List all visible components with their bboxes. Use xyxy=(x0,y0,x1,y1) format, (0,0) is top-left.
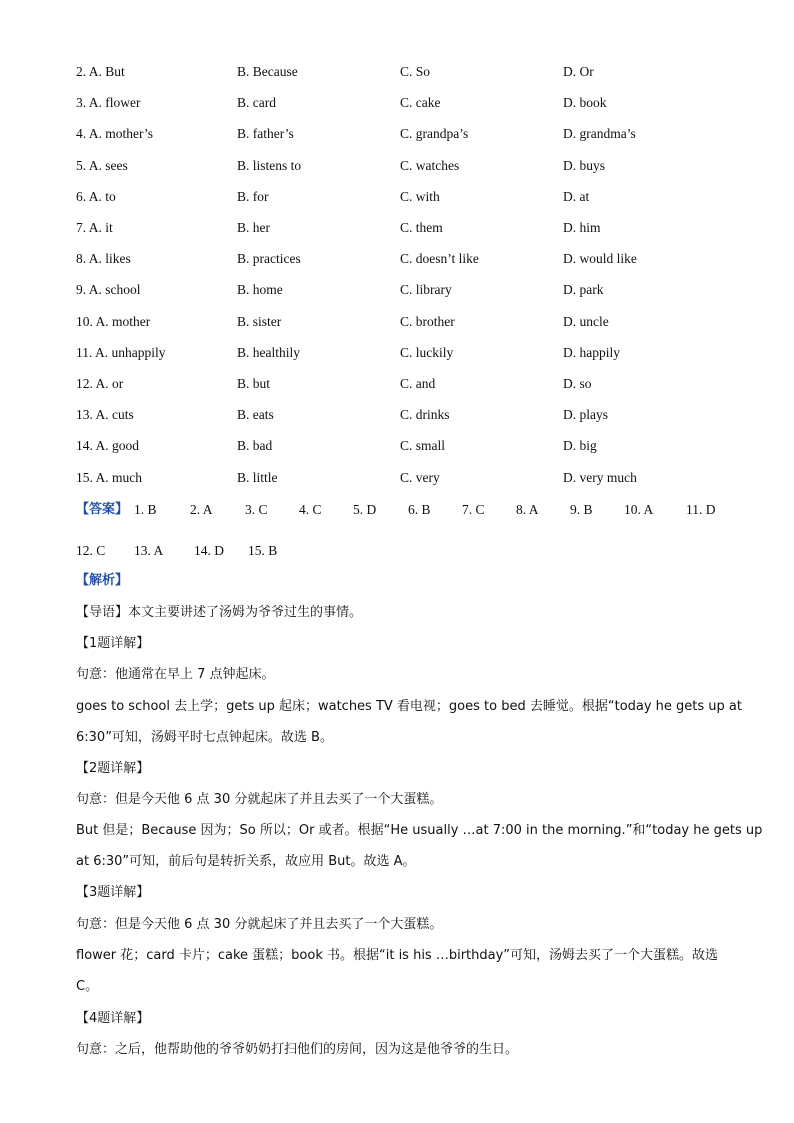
answer-item: 2. A xyxy=(190,502,213,517)
option-row xyxy=(76,124,756,144)
option-c: C. luckily xyxy=(400,344,454,360)
q1-explanation-1: goes to school 去上学；gets up 起床；watches TV 看电视；goes to bed 去睡觉。根据“today he gets up at xyxy=(76,699,742,714)
option-a: 10. A. mother xyxy=(76,313,151,329)
q3-meaning: 句意：但是今天他 6 点 30 分就起床了并且去买了一个大蛋糕。 xyxy=(76,917,443,932)
q2-title: 【2题详解】 xyxy=(76,761,150,776)
answer-item: 9. B xyxy=(570,502,593,517)
answer-label: 【答案】 xyxy=(76,502,129,517)
answer-item: 11. D xyxy=(686,502,716,517)
q4-title: 【4题详解】 xyxy=(76,1011,150,1026)
q2-meaning: 句意：但是今天他 6 点 30 分就起床了并且去买了一个大蛋糕。 xyxy=(76,792,443,807)
option-d: D. at xyxy=(563,188,590,204)
option-b: B. home xyxy=(237,282,283,298)
q1-meaning: 句意：他通常在早上 7 点钟起床。 xyxy=(76,667,275,682)
option-row xyxy=(76,405,756,425)
answer-item: 12. C xyxy=(76,543,106,558)
option-c: C. them xyxy=(400,220,443,235)
option-c: C. cake xyxy=(400,95,441,111)
option-a: 6. A. to xyxy=(76,188,116,204)
option-b: B. but xyxy=(237,376,271,391)
option-c: C. and xyxy=(400,376,436,391)
guide-text: 【导语】本文主要讲述了汤姆为爷爷过生的事情。 xyxy=(76,605,363,620)
option-row xyxy=(76,468,756,488)
answer-item: 15. B xyxy=(248,543,278,558)
option-a: 12. A. or xyxy=(76,376,124,391)
option-a: 9. A. school xyxy=(76,282,141,298)
option-b: B. for xyxy=(237,188,269,204)
option-d: D. buys xyxy=(563,157,606,173)
answer-item: 6. B xyxy=(408,502,431,517)
q2-explanation-1: But 但是；Because 因为；So 所以；Or 或者。根据“He usually …at 7:00 in the morning.”和“today he gets up xyxy=(76,823,763,838)
option-a: 11. A. unhappily xyxy=(76,344,166,360)
q2-explanation-2: at 6:30”可知，前后句是转折关系，故应用 But。故选 A。 xyxy=(76,854,416,869)
option-b: B. bad xyxy=(237,438,273,454)
option-d: D. uncle xyxy=(563,313,609,329)
answer-item: 5. D xyxy=(353,502,377,517)
answer-item: 3. C xyxy=(245,502,268,517)
option-a: 2. A. But xyxy=(76,64,125,79)
q3-title: 【3题详解】 xyxy=(76,885,150,900)
option-d: D. plays xyxy=(563,407,608,423)
option-b: B. listens to xyxy=(237,157,302,173)
option-c: C. with xyxy=(400,188,440,204)
option-c: C. small xyxy=(400,438,446,454)
option-a: 15. A. much xyxy=(76,469,142,485)
option-c: C. library xyxy=(400,282,452,298)
option-d: D. Or xyxy=(563,64,594,79)
option-b: B. practices xyxy=(237,251,301,267)
option-row xyxy=(76,280,756,300)
option-row xyxy=(76,187,756,207)
q1-explanation-2: 6:30”可知，汤姆平时七点钟起床。故选 B。 xyxy=(76,730,333,745)
option-row xyxy=(76,218,756,238)
option-b: B. card xyxy=(237,95,276,111)
option-c: C. grandpa’s xyxy=(400,126,469,142)
option-c: C. watches xyxy=(400,157,460,173)
answer-item: 7. C xyxy=(462,502,485,517)
q3-explanation-2: C。 xyxy=(76,979,99,994)
option-a: 7. A. it xyxy=(76,220,113,235)
option-d: D. him xyxy=(563,220,601,235)
option-d: D. very much xyxy=(563,469,637,485)
option-d: D. so xyxy=(563,376,592,391)
answer-item: 10. A xyxy=(624,502,654,517)
answer-row-1 xyxy=(76,500,736,520)
answer-item: 4. C xyxy=(299,502,322,517)
option-b: B. little xyxy=(237,469,278,485)
q3-explanation-1: flower 花；card 卡片；cake 蛋糕；book 书。根据“it is his …birthday”可知，汤姆去买了一个大蛋糕。故选 xyxy=(76,948,719,963)
option-d: D. big xyxy=(563,438,597,454)
option-c: C. brother xyxy=(400,313,455,329)
answer-item: 14. D xyxy=(194,543,224,558)
option-a: 5. A. sees xyxy=(76,157,128,173)
option-row xyxy=(76,374,756,394)
option-row xyxy=(76,93,756,113)
answer-item: 13. A xyxy=(134,543,164,558)
option-a: 14. A. good xyxy=(76,438,140,454)
option-d: D. grandma’s xyxy=(563,126,636,142)
option-a: 13. A. cuts xyxy=(76,407,134,423)
answer-item: 8. A xyxy=(516,502,539,517)
option-c: C. doesn’t like xyxy=(400,251,479,267)
analysis-label: 【解析】 xyxy=(76,573,129,588)
option-b: B. father’s xyxy=(237,126,294,142)
option-row xyxy=(76,436,756,456)
option-a: 8. A. likes xyxy=(76,251,131,267)
option-b: B. eats xyxy=(237,407,274,423)
q1-title: 【1题详解】 xyxy=(76,636,150,651)
option-a: 4. A. mother’s xyxy=(76,126,153,142)
option-row xyxy=(76,62,756,82)
option-b: B. sister xyxy=(237,313,282,329)
q4-meaning: 句意：之后，他帮助他的爷爷奶奶打扫他们的房间，因为这是他爷爷的生日。 xyxy=(76,1042,519,1057)
option-b: B. healthily xyxy=(237,344,300,360)
option-c: C. drinks xyxy=(400,407,450,423)
option-row xyxy=(76,312,756,332)
option-d: D. would like xyxy=(563,251,637,267)
option-row xyxy=(76,249,756,269)
option-d: D. park xyxy=(563,282,604,298)
option-row xyxy=(76,156,756,176)
answer-item: 1. B xyxy=(134,502,157,517)
option-row xyxy=(76,343,756,363)
option-d: D. happily xyxy=(563,344,620,360)
option-c: C. very xyxy=(400,469,440,485)
option-c: C. So xyxy=(400,64,431,79)
option-a: 3. A. flower xyxy=(76,95,141,111)
option-b: B. her xyxy=(237,220,270,235)
option-d: D. book xyxy=(563,95,607,111)
option-b: B. Because xyxy=(237,64,298,79)
